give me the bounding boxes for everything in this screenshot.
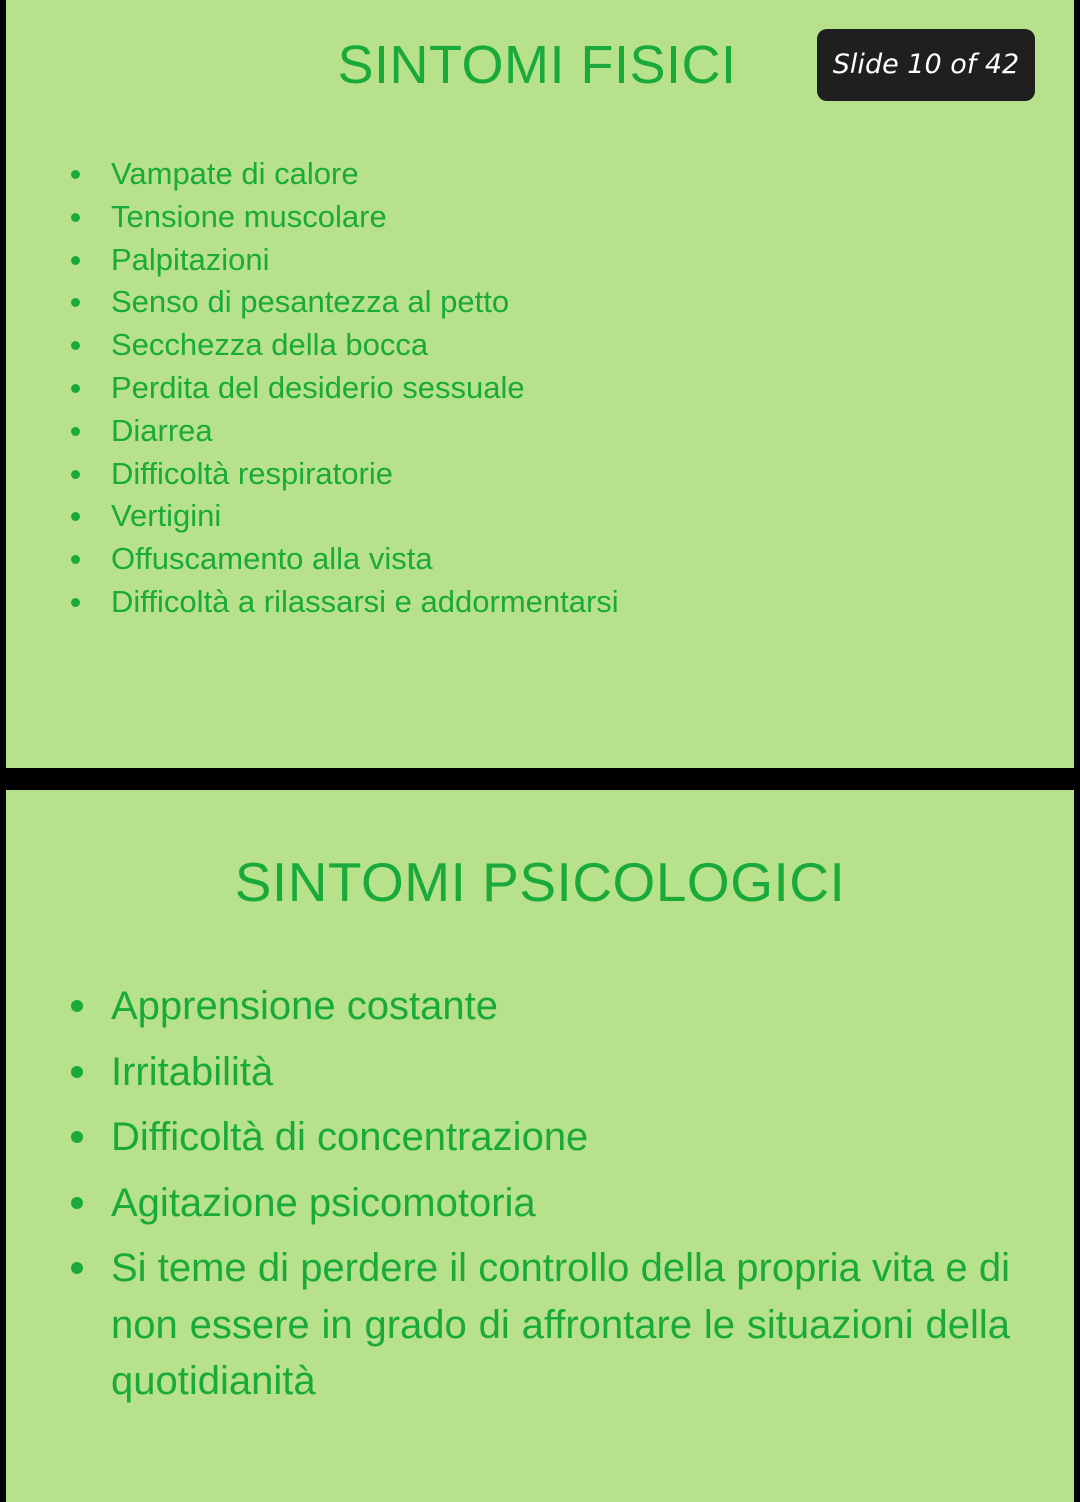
list-item: Si teme di perdere il controllo della propria vita e di non essere in grado di affrontare le situazioni della quotidianità	[66, 1240, 1010, 1410]
bullet-list	[66, 978, 1010, 1419]
slide-title: SINTOMI FISICI	[337, 35, 737, 95]
list-item: Tensione muscolare	[66, 196, 1046, 239]
slide-title: SINTOMI PSICOLOGICI	[234, 851, 846, 913]
slide-counter-badge: Slide 10 of 42	[817, 29, 1035, 101]
list-item: Irritabilità	[66, 1044, 1010, 1100]
list-item: Senso di pesantezza al petto	[66, 281, 1046, 324]
list-item: Difficoltà a rilassarsi e addormentarsi	[66, 581, 1046, 624]
list-item: Vampate di calore	[66, 153, 1046, 196]
list-item: Perdita del desiderio sessuale	[66, 367, 1046, 410]
list-item: Apprensione costante	[66, 978, 1010, 1034]
slide-psychological-symptoms	[6, 790, 1074, 1502]
list-item: Offuscamento alla vista	[66, 538, 1046, 581]
list-item: Secchezza della bocca	[66, 324, 1046, 367]
list-item: Palpitazioni	[66, 239, 1046, 282]
list-item: Diarrea	[66, 410, 1046, 453]
bullet-list	[66, 153, 1046, 624]
list-item: Difficoltà respiratorie	[66, 453, 1046, 496]
slide-physical-symptoms	[6, 0, 1074, 768]
list-item: Difficoltà di concentrazione	[66, 1109, 1010, 1165]
list-item: Vertigini	[66, 495, 1046, 538]
list-item: Agitazione psicomotoria	[66, 1175, 1010, 1231]
